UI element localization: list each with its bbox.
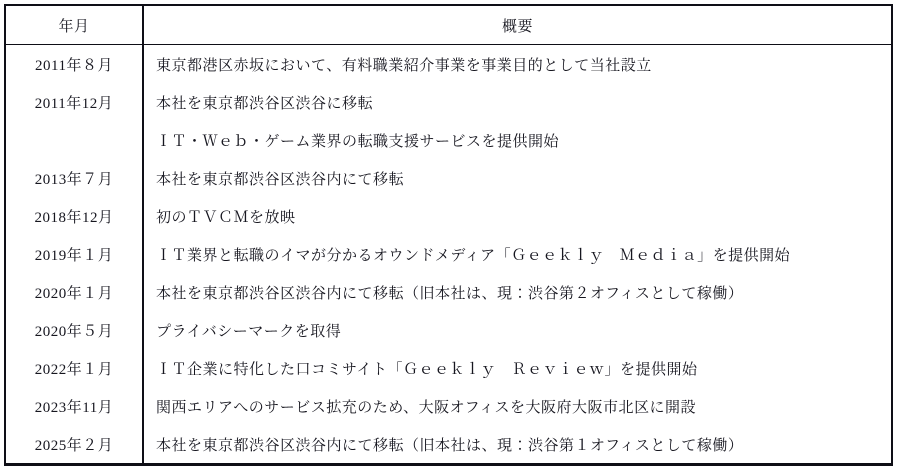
history-row-summary: 本社を東京都渋谷区渋谷内にて移転（旧本社は、現：渋谷第１オフィスとして稼働） <box>156 437 744 454</box>
column-header-summary: 概要 <box>144 6 891 45</box>
history-row-date: 2019年１月 <box>6 235 144 273</box>
history-row-summary: 本社を東京都渋谷区渋谷内にて移転（旧本社は、現：渋谷第２オフィスとして稼働） <box>156 285 744 302</box>
history-row-date: 2011年12月 <box>6 83 144 121</box>
history-row-summary: 本社を東京都渋谷区渋谷内にて移転 <box>156 171 405 188</box>
history-row-date: 2011年８月 <box>6 45 144 83</box>
history-row-summary: 初のＴＶＣＭを放映 <box>156 209 296 226</box>
history-row-date: 2023年11月 <box>6 387 144 425</box>
history-row-date: 2022年１月 <box>6 349 144 387</box>
history-row-date: 2025年２月 <box>6 425 144 463</box>
history-row-summary: 関西エリアへのサービス拡充のため、大阪オフィスを大阪府大阪市北区に開設 <box>156 399 696 416</box>
history-row-date: 2013年７月 <box>6 159 144 197</box>
history-row-summary: 東京都港区赤坂において、有料職業紹介事業を事業目的として当社設立 <box>156 57 652 74</box>
history-row-date <box>6 121 144 159</box>
history-row-date: 2018年12月 <box>6 197 144 235</box>
history-row-summary: 本社を東京都渋谷区渋谷に移転 <box>156 95 374 112</box>
history-row-summary: ＩＴ企業に特化した口コミサイト「Ｇｅｅｋｌｙ Ｒｅｖｉｅｗ」を提供開始 <box>156 361 698 378</box>
history-row-summary: ＩＴ業界と転職のイマが分かるオウンドメディア「Ｇｅｅｋｌｙ Ｍｅｄｉａ」を提供開始 <box>156 247 791 264</box>
history-row-date: 2020年５月 <box>6 311 144 349</box>
column-header-date: 年月 <box>6 6 144 45</box>
history-row-summary: ＩＴ・Ｗｅｂ・ゲーム業界の転職支援サービスを提供開始 <box>156 133 560 150</box>
company-history-table <box>4 4 893 466</box>
history-row-date: 2020年１月 <box>6 273 144 311</box>
history-row-summary: プライバシーマークを取得 <box>156 323 342 340</box>
